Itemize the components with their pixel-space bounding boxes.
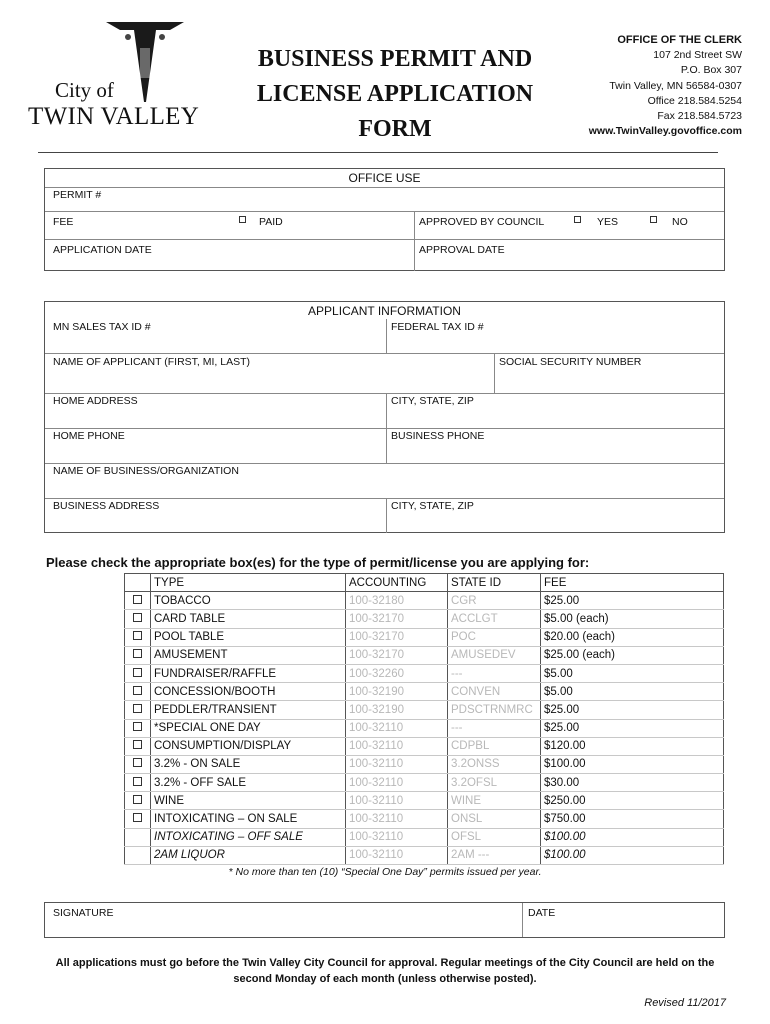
notice-line-1: All applications must go before the Twin Valley City Council for approval. Regular meetings of the City Council are held on the	[55, 957, 715, 969]
permit-fee: $25.00 (each)	[541, 646, 724, 664]
title-line-1: BUSINESS PERMIT AND	[257, 46, 533, 72]
permit-type-checkbox[interactable]	[133, 649, 142, 658]
accounting-code: 100-32170	[346, 646, 448, 664]
permit-type: 2AM LIQUOR	[151, 846, 346, 864]
form-title	[240, 42, 550, 147]
signature-field[interactable]: SIGNATURE	[53, 907, 114, 919]
logo-city-name: TWIN VALLEY	[28, 103, 200, 130]
approved-yes-checkbox[interactable]	[574, 216, 581, 223]
table-row	[125, 664, 724, 682]
permit-checkbox-cell	[125, 774, 151, 792]
council-approval-notice	[40, 955, 730, 987]
office-use-title: OFFICE USE	[348, 171, 421, 185]
permit-fee: $250.00	[541, 792, 724, 810]
permit-type: POOL TABLE	[151, 628, 346, 646]
table-row	[125, 810, 724, 828]
state-id: PDSCTRNMRC	[448, 701, 541, 719]
permit-type: PEDDLER/TRANSIENT	[151, 701, 346, 719]
accounting-code: 100-32110	[346, 810, 448, 828]
table-row	[125, 628, 724, 646]
header-divider	[38, 152, 718, 153]
accounting-code: 100-32260	[346, 664, 448, 682]
permit-checkbox-cell	[125, 610, 151, 628]
applicant-information-title: APPLICANT INFORMATION	[308, 304, 461, 318]
table-row	[125, 828, 724, 846]
accounting-code: 100-32110	[346, 719, 448, 737]
permit-type: WINE	[151, 792, 346, 810]
title-line-2: LICENSE APPLICATION	[256, 81, 534, 107]
table-row	[125, 646, 724, 664]
permit-type-checkbox[interactable]	[133, 613, 142, 622]
permit-fee: $20.00 (each)	[541, 628, 724, 646]
table-row	[125, 701, 724, 719]
permit-checkbox-cell	[125, 683, 151, 701]
clerk-po-box: P.O. Box 307	[680, 64, 742, 77]
mn-sales-tax-id-field[interactable]: MN SALES TAX ID #	[53, 321, 151, 333]
permit-type: 3.2% - OFF SALE	[151, 774, 346, 792]
state-id: ---	[448, 664, 541, 682]
table-row	[125, 719, 724, 737]
table-header-row	[125, 574, 724, 592]
federal-tax-id-field[interactable]: FEDERAL TAX ID #	[391, 321, 484, 333]
permit-type-checkbox[interactable]	[133, 631, 142, 640]
state-id: POC	[448, 628, 541, 646]
table-row	[125, 592, 724, 610]
permit-type: FUNDRAISER/RAFFLE	[151, 664, 346, 682]
permit-fee: $100.00	[541, 755, 724, 773]
approved-by-council-label: APPROVED BY COUNCIL	[419, 216, 545, 228]
permit-fee: $100.00	[541, 846, 724, 864]
special-one-day-note: * No more than ten (10) “Special One Day” permits issued per year.	[228, 866, 542, 878]
state-id: 3.2OFSL	[448, 774, 541, 792]
home-city-state-zip-field[interactable]: CITY, STATE, ZIP	[391, 395, 474, 407]
paid-label: PAID	[259, 216, 283, 228]
permit-checkbox-cell	[125, 664, 151, 682]
permit-fee: $120.00	[541, 737, 724, 755]
permit-type-checkbox[interactable]	[133, 813, 142, 822]
clerk-fax: Fax 218.584.5723	[657, 110, 742, 123]
permit-type: *SPECIAL ONE DAY	[151, 719, 346, 737]
permit-type: INTOXICATING – ON SALE	[151, 810, 346, 828]
paid-checkbox[interactable]	[239, 216, 246, 223]
clerk-city-state-zip: Twin Valley, MN 56584-0307	[609, 79, 742, 92]
accounting-code: 100-32190	[346, 701, 448, 719]
business-address-field[interactable]: BUSINESS ADDRESS	[53, 500, 160, 512]
accounting-code: 100-32190	[346, 683, 448, 701]
state-id: ---	[448, 719, 541, 737]
clerk-website-link[interactable]: www.TwinValley.govoffice.com	[588, 125, 742, 138]
permit-type-checkbox[interactable]	[133, 777, 142, 786]
home-phone-field[interactable]: HOME PHONE	[53, 430, 125, 442]
home-address-field[interactable]: HOME ADDRESS	[53, 395, 138, 407]
title-line-3: FORM	[358, 116, 432, 142]
permit-checkbox-cell	[125, 810, 151, 828]
state-id: ONSL	[448, 810, 541, 828]
accounting-code: 100-32110	[346, 737, 448, 755]
permit-checkbox-cell	[125, 755, 151, 773]
accounting-code: 100-32110	[346, 792, 448, 810]
approved-yes-label: YES	[597, 216, 619, 228]
clerk-phone: Office 218.584.5254	[647, 94, 742, 107]
application-date-field[interactable]: APPLICATION DATE	[53, 244, 152, 256]
permit-type: CONCESSION/BOOTH	[151, 683, 346, 701]
clerk-heading: OFFICE OF THE CLERK	[617, 34, 742, 46]
permit-type-checkbox[interactable]	[133, 668, 142, 677]
state-id: ACCLGT	[448, 610, 541, 628]
clerk-street: 107 2nd Street SW	[653, 49, 742, 62]
permit-fee: $5.00	[541, 683, 724, 701]
state-id: CGR	[448, 592, 541, 610]
permit-fee: $30.00	[541, 774, 724, 792]
approved-no-checkbox[interactable]	[650, 216, 657, 223]
accounting-code: 100-32170	[346, 610, 448, 628]
permit-type: 3.2% - ON SALE	[151, 755, 346, 773]
accounting-code: 100-32110	[346, 828, 448, 846]
column-header-fee: FEE	[541, 574, 724, 592]
approval-date-field[interactable]: APPROVAL DATE	[419, 244, 505, 256]
permit-type-checkbox[interactable]	[133, 595, 142, 604]
business-city-state-zip-field[interactable]: CITY, STATE, ZIP	[391, 500, 474, 512]
permit-type-checkbox[interactable]	[133, 722, 142, 731]
accounting-code: 100-32170	[346, 628, 448, 646]
permit-checkbox-cell	[125, 719, 151, 737]
permit-type-checkbox[interactable]	[133, 740, 142, 749]
clerk-contact-block	[589, 33, 742, 139]
ssn-field[interactable]: SOCIAL SECURITY NUMBER	[499, 356, 642, 368]
permit-type: AMUSEMENT	[151, 646, 346, 664]
accounting-code: 100-32110	[346, 846, 448, 864]
state-id: AMUSEDEV	[448, 646, 541, 664]
permit-fee: $5.00	[541, 664, 724, 682]
table-row	[125, 610, 724, 628]
state-id: 3.2ONSS	[448, 755, 541, 773]
permit-number-field[interactable]: PERMIT #	[53, 189, 102, 201]
permit-fee: $100.00	[541, 828, 724, 846]
permit-checkbox-cell	[125, 737, 151, 755]
state-id: OFSL	[448, 828, 541, 846]
approved-no-label: NO	[672, 216, 688, 228]
state-id: WINE	[448, 792, 541, 810]
permit-checkbox-cell	[125, 701, 151, 719]
permit-type-checkbox[interactable]	[133, 758, 142, 767]
state-id: CONVEN	[448, 683, 541, 701]
permit-type: TOBACCO	[151, 592, 346, 610]
notice-line-2: second Monday of each month (unless otherwise posted).	[233, 973, 537, 985]
table-row	[125, 755, 724, 773]
accounting-code: 100-32180	[346, 592, 448, 610]
permit-checkbox-cell	[125, 792, 151, 810]
permit-type-checkbox[interactable]	[133, 686, 142, 695]
table-row	[125, 774, 724, 792]
permit-checkbox-cell	[125, 846, 151, 864]
column-header-state-id: STATE ID	[448, 574, 541, 592]
permit-type: INTOXICATING – OFF SALE	[151, 828, 346, 846]
permit-checkbox-cell	[125, 828, 151, 846]
logo-city-of: City of	[55, 78, 114, 102]
permit-checkbox-cell	[125, 628, 151, 646]
business-phone-field[interactable]: BUSINESS PHONE	[391, 430, 485, 442]
state-id: CDPBL	[448, 737, 541, 755]
permit-fee: $5.00 (each)	[541, 610, 724, 628]
permit-type: CONSUMPTION/DISPLAY	[151, 737, 346, 755]
table-row	[125, 683, 724, 701]
fee-field[interactable]: FEE	[53, 216, 74, 228]
date-field[interactable]: DATE	[528, 907, 556, 919]
column-header-type: TYPE	[151, 574, 346, 592]
permit-type-prompt: Please check the appropriate box(es) for the type of permit/license you are applying for:	[46, 555, 590, 570]
permit-fee: $25.00	[541, 719, 724, 737]
permit-checkbox-cell	[125, 592, 151, 610]
applicant-information-section	[44, 301, 725, 533]
applicant-name-field[interactable]: NAME OF APPLICANT (FIRST, MI, LAST)	[53, 356, 251, 368]
table-row	[125, 792, 724, 810]
business-name-field[interactable]: NAME OF BUSINESS/ORGANIZATION	[53, 465, 239, 477]
signature-section	[44, 902, 725, 938]
revision-date: Revised 11/2017	[644, 997, 726, 1009]
permit-type-checkbox[interactable]	[133, 795, 142, 804]
office-use-section	[44, 168, 725, 271]
permit-fee: $25.00	[541, 592, 724, 610]
column-header-accounting: ACCOUNTING	[346, 574, 448, 592]
permit-type-table	[124, 573, 724, 865]
table-row	[125, 737, 724, 755]
permit-fee: $25.00	[541, 701, 724, 719]
accounting-code: 100-32110	[346, 774, 448, 792]
permit-fee: $750.00	[541, 810, 724, 828]
state-id: 2AM ---	[448, 846, 541, 864]
table-row	[125, 846, 724, 864]
permit-checkbox-cell	[125, 646, 151, 664]
accounting-code: 100-32110	[346, 755, 448, 773]
permit-type-checkbox[interactable]	[133, 704, 142, 713]
permit-type: CARD TABLE	[151, 610, 346, 628]
